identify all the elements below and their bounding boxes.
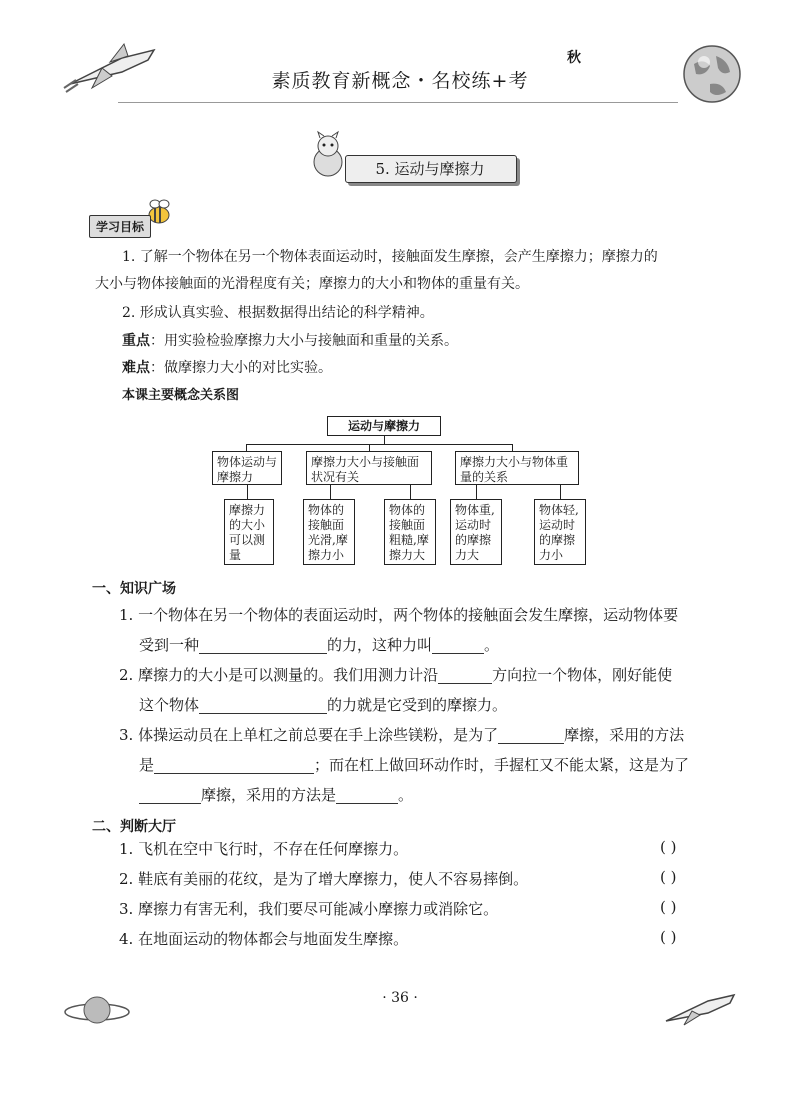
text: 受到一种: [139, 636, 200, 654]
connector: [384, 436, 385, 444]
text: 摩擦，采用的方法是: [201, 786, 337, 804]
text: 方向拉一个物体，刚好能使: [492, 666, 673, 684]
concept-leaf: 摩擦力的大小可以测量: [224, 499, 274, 565]
question-1-line-2: [139, 630, 499, 660]
answer-blank[interactable]: [199, 695, 327, 714]
judgement-item-1: 1. 飞机在空中飞行时，不存在任何摩擦力。: [119, 840, 409, 858]
text: 2. 摩擦力的大小是可以测量的。我们用测力计沿: [119, 666, 439, 684]
concept-leaf: 物体重,运动时的摩擦力大: [450, 499, 502, 565]
objective-1-line-2: 大小与物体接触面的光滑程度有关；摩擦力的大小和物体的重量有关。: [95, 276, 529, 292]
judgement-item-3: 3. 摩擦力有害无利，我们要尽可能减小摩擦力或消除它。: [119, 900, 499, 918]
text: ；而在杠上做回环动作时，手握杠又不能太紧，这是为了: [314, 756, 690, 774]
key-point: [122, 330, 458, 352]
concept-leaf: 物体轻,运动时的摩擦力小: [534, 499, 586, 565]
season-label: 秋: [567, 50, 581, 66]
question-3-line-1: [119, 720, 684, 750]
answer-blank[interactable]: [199, 635, 327, 654]
concept-branch-3: 摩擦力大小与物体重量的关系: [455, 451, 579, 485]
question-2-line-2: [139, 690, 507, 720]
connector: [410, 485, 411, 499]
answer-parentheses[interactable]: ( ): [660, 868, 677, 886]
objective-2: 2. 形成认真实验、根据数据得出结论的科学精神。: [122, 305, 434, 321]
connector: [369, 444, 370, 451]
answer-blank[interactable]: [154, 755, 314, 774]
connector: [512, 444, 513, 451]
section-2-heading: 二、判断大厅: [92, 819, 176, 835]
concept-root: 运动与摩擦力: [327, 416, 441, 436]
objective-1-line-1: 1. 了解一个物体在另一个物体表面运动时，接触面发生摩擦，会产生摩擦力；摩擦力的: [122, 249, 658, 265]
difficulty-text: ：做摩擦力大小的对比实验。: [150, 360, 332, 376]
mascot-icon: [306, 130, 350, 180]
objectives-tag: 学习目标: [89, 215, 151, 238]
page-number: · 36 ·: [382, 990, 418, 1006]
answer-blank[interactable]: [139, 785, 201, 804]
answer-parentheses[interactable]: ( ): [660, 898, 677, 916]
question-3-line-2: [139, 750, 689, 780]
question-1-line-1: 1. 一个物体在另一个物体的表面运动时，两个物体的接触面会发生摩擦，运动物体要: [119, 606, 679, 624]
concept-branch-2: 摩擦力大小与接触面状况有关: [306, 451, 432, 485]
connector: [246, 444, 247, 451]
difficulty-point: [122, 357, 332, 379]
connector: [476, 485, 477, 499]
connector: [330, 485, 331, 499]
text: 的力，这种力叫: [327, 636, 433, 654]
answer-parentheses[interactable]: ( ): [660, 928, 677, 946]
connector: [560, 485, 561, 499]
text: 3. 体操运动员在上单杠之前总要在手上涂些镁粉，是为了: [119, 726, 499, 744]
answer-blank[interactable]: [336, 785, 398, 804]
key-point-label: 重点: [122, 333, 150, 349]
text: 是: [139, 756, 155, 774]
book-title: 素质教育新概念・名校练+考: [271, 70, 529, 92]
connector: [247, 485, 248, 499]
text: 的力就是它受到的摩擦力。: [327, 696, 508, 714]
lesson-title: 5. 运动与摩擦力: [375, 160, 485, 178]
text: 。: [484, 636, 500, 654]
key-point-text: ：用实验检验摩擦力大小与接触面和重量的关系。: [150, 333, 458, 349]
text: 摩擦，采用的方法: [564, 726, 685, 744]
answer-blank[interactable]: [438, 665, 492, 684]
question-2-line-1: [119, 660, 672, 690]
concept-branch-1: 物体运动与摩擦力: [212, 451, 282, 485]
difficulty-label: 难点: [122, 360, 150, 376]
concept-leaf: 物体的接触面光滑,摩擦力小: [303, 499, 355, 565]
header-divider: [118, 102, 678, 103]
judgement-item-4: 4. 在地面运动的物体都会与地面发生摩擦。: [119, 930, 409, 948]
concept-map-title: 本课主要概念关系图: [122, 388, 240, 403]
concept-leaf: 物体的接触面粗糙,摩擦力大: [384, 499, 436, 565]
text: 这个物体: [139, 696, 200, 714]
answer-parentheses[interactable]: ( ): [660, 838, 677, 856]
answer-blank[interactable]: [432, 635, 484, 654]
answer-blank[interactable]: [498, 725, 564, 744]
judgement-item-2: 2. 鞋底有美丽的花纹，是为了增大摩擦力，使人不容易摔倒。: [119, 870, 529, 888]
connector: [246, 444, 512, 445]
text: 。: [398, 786, 414, 804]
question-3-line-3: [139, 780, 413, 810]
section-1-heading: 一、知识广场: [92, 581, 176, 597]
